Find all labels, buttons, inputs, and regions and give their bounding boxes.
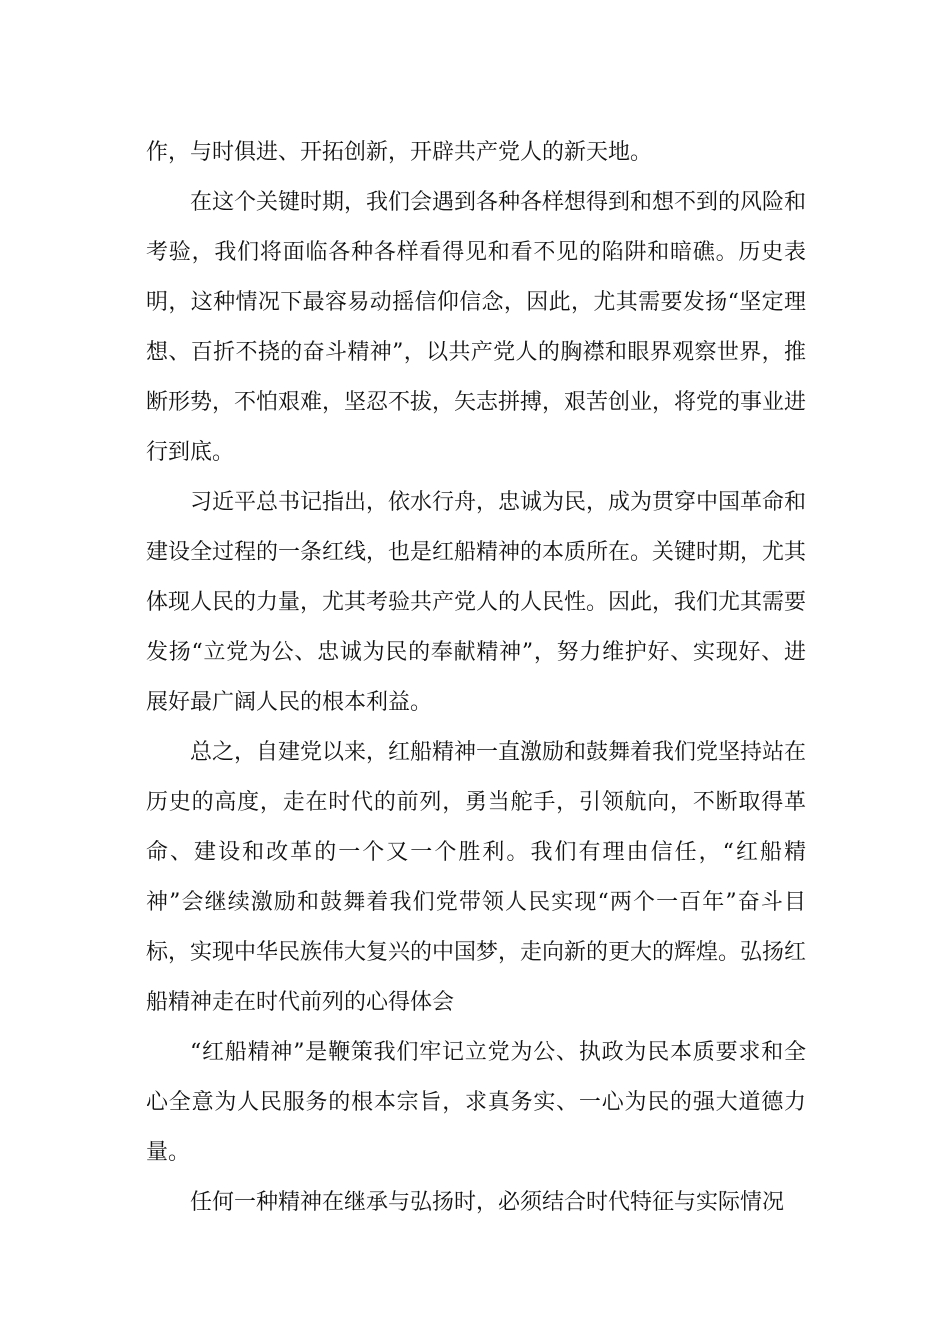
paragraph-4: 总之，自建党以来，红船精神一直激励和鼓舞着我们党坚持站在历史的高度，走在时代的前列，勇当舵手，引领航向，不断取得革命、建设和改革的一个又一个胜利。我们有理由信任，“红船精神”会继续激励和鼓舞着我们党带领人民实现“两个一百年”奋斗目标，实现中华民族伟大复兴的中国梦，走向新的更大的辉煌。弘扬红船精神走在时代前列的心得体会 (146, 740, 807, 1015)
paragraph-1: 作，与时俱进、开拓创新，开辟共产党人的新天地。 (146, 140, 653, 165)
paragraph-3: 习近平总书记指出，依水行舟，忠诚为民，成为贯穿中国革命和建设全过程的一条红线，也是红船精神的本质所在。关键时期，尤其体现人民的力量，尤其考验共产党人的人民性。因此，我们尤其需要发扬“立党为公、忠诚为民的奉献精神”，努力维护好、实现好、进展好最广阔人民的根本利益。 (146, 490, 807, 715)
document-body (146, 128, 806, 1228)
paragraph-2: 在这个关键时期，我们会遇到各种各样想得到和想不到的风险和考验，我们将面临各种各样看得见和看不见的陷阱和暗礁。历史表明，这种情况下最容易动摇信仰信念，因此，尤其需要发扬“坚定理想、百折不挠的奋斗精神”，以共产党人的胸襟和眼界观察世界，推断形势，不怕艰难，坚忍不拔，矢志拼搏，艰苦创业，将党的事业进行到底。 (146, 190, 807, 465)
paragraph-5: “红船精神”是鞭策我们牢记立党为公、执政为民本质要求和全心全意为人民服务的根本宗旨，求真务实、一心为民的强大道德力量。 (146, 1040, 806, 1165)
paragraph-6: 任何一种精神在继承与弘扬时，必须结合时代特征与实际情况 (190, 1190, 785, 1215)
